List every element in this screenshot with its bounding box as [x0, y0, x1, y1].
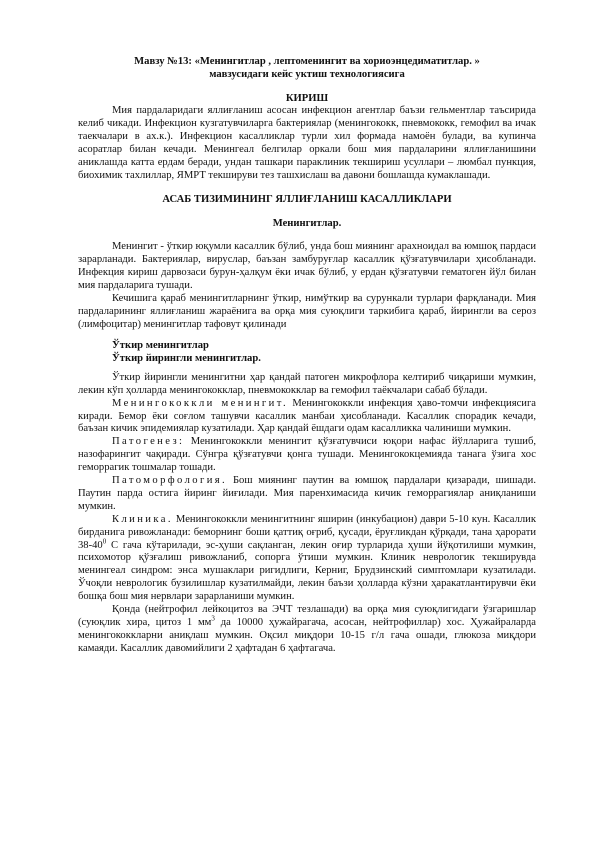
- acute-meningitis-heading: Ўткир менингитлар: [112, 339, 209, 351]
- degree-superscript: 0: [102, 537, 107, 546]
- pathogenesis-paragraph: [78, 436, 536, 475]
- meningococcal-term: Менингококкли менингит.: [112, 397, 289, 409]
- meningitis-paragraph-1: Менингит - ўткир юқумли касаллик бўлиб, унда бош миянинг арахноидал ва юмшоқ пардаси зарарланади. Бактериялар, вируслар, баъзан замбуруғлар касаллик қўзғатувчилари ҳисобланади. Инфекция кириш дарвозаси бурун-ҳалқум ёки ичак бўлиб, у ердан қўзғатувчи гематоген йўл билан мия пардаларига тушади.: [78, 241, 536, 292]
- pathomorphology-term: Патоморфология.: [112, 475, 228, 487]
- pathomorphology-text: Бош миянинг паутин ва юмшоқ пардалари қизаради, шишади. Паутин парда остига йиринг йиғилади. Мия паренхимасида кичик геморрагиялар аниқланиши мумкин.: [78, 475, 537, 512]
- csf-text-b: да 10000 ҳужайрагача, асосан, нейтрофиллар) хос. Ҳужайраларда менингококкларни аниқлаш мумкин. Оқсил миқдори 10-15 г/л гача ошади, глюкоза миқдори камаяди. Касаллик давомийлиги 2 ҳафтадан 6 ҳафтагача.: [78, 617, 536, 654]
- purulent-paragraph: Ўткир йирингли менингитни ҳар қандай патоген микрофлора келтириб чиқариши мумкин, лекин кўп ҳолларда менингококклар, пневмококклар ва гемофил таёкчалари сабаб бўлади.: [78, 371, 536, 396]
- pathomorphology-paragraph: [78, 475, 536, 514]
- clinic-paragraph: [78, 514, 536, 604]
- pathogenesis-text: Менингококкли менингит қўзғатувчиси юқори нафас йўлларига тушиб, назофарингит чақиради. Сўнгра қўзғатувчи қонга тушади. Менингококцемияда танага ўзига хос геморрагик тошмалар тошади.: [78, 436, 537, 474]
- section-heading: АСАБ ТИЗИМИНИНГ ЯЛЛИҒЛАНИШ КАСАЛЛИКЛАРИ: [162, 194, 452, 206]
- meningococcal-text: Менингококкли инфекция ҳаво-томчи инфекциясига киради. Бемор ёки соғлом ташувчи касаллик манбаи ҳисобланади. Касаллик спорадик кечади, баъзан кичик эпидемиялар кузатилади. Ҳар қандай ёшдаги одам касалликка чалиниши мумкин.: [78, 397, 537, 435]
- clinic-text-b: С гача кўтарилади, эс-ҳуши сақланган, лекин оғир турларида ҳуши йўқотилиши мумкин, психомотор қўзғалиш ривожланиб, сопорга ўтиши мумкин. Клиник неврологик текширувда менингеал синдром: энса мушаклари ригидлиги, Керниг, Брудзинский симптомлари кузатилади. Ўчоқли неврологик бузилишлар кузатилмайди, лекин баъзи ҳолларда кўзни ҳаракатлантирувчи ёки бошқа бош мия нервлари зарарланиши мумкин.: [78, 539, 536, 603]
- document-title-line-1: Мавзу №13: «Менингитлар , лептоменингит ва хориоэнцедиматитлар. »: [134, 56, 480, 67]
- subsection-heading: Менингитлар.: [272, 218, 342, 230]
- meningitis-paragraph-2: Кечишига қараб менингитларнинг ўткир, нимўткир ва сурункали турлари фарқланади. Мия пардаларининг яллиғланиш жараёнига ва орқа мия суюқлиги таркибига қараб, йирингли ва сероз (лимфоцитар) менингитлар тафовут қилинади: [78, 293, 536, 330]
- intro-paragraph: Мия пардаларидаги яллиғланиш асосан инфекцион агентлар баъзи гельментлар таъсирида келиб чикади. Инфекцион кузгатувчиларга бактериялар (менингококк, пневмококк, гемофил ва ичак таекчалари в ах.к.). Инфекцион касалликлар турли хил формада намоён булади, ва купинча асоратлар билан кечади. Менингеал белгилар оркали бош мия пардаларини яллиғланишини аниклашда катта ердам беради, ундан ташкари параклиник текшириш усуллари – люмбал пункция, биохимик тахлиллар, ЯМРТ текшируви тез ташхислаш ва давони бошлашда кумаклашади.: [78, 105, 536, 181]
- document-title-line-2: мавзусидаги кейс уктиш технологиясига: [209, 69, 405, 80]
- clinic-text-a: Менингококкли менингитнинг яширин (инкубацион) даври 5-10 кун. Касаллик бирданига ривожланади: беморнинг боши қаттиқ оғриб, қусади, ёруғликдан қўрқади, тана ҳарорати 38-40: [78, 513, 536, 551]
- pathogenesis-term: Патогенез:: [112, 436, 185, 448]
- meningococcal-paragraph: [78, 398, 536, 437]
- csf-paragraph: [78, 604, 536, 656]
- cubic-superscript: 3: [211, 614, 215, 623]
- intro-heading: КИРИШ: [285, 93, 329, 104]
- clinic-term: Клиника.: [112, 513, 173, 525]
- csf-text-a: Қонда (нейтрофил лейкоцитоз ва ЭЧТ тезлашади) ва орқа мия суюқлигидаги ўзгаришлар (суюқлик хира, цитоз 1 мм: [78, 604, 536, 628]
- acute-purulent-heading: Ўткир йирингли менингитлар.: [112, 352, 261, 364]
